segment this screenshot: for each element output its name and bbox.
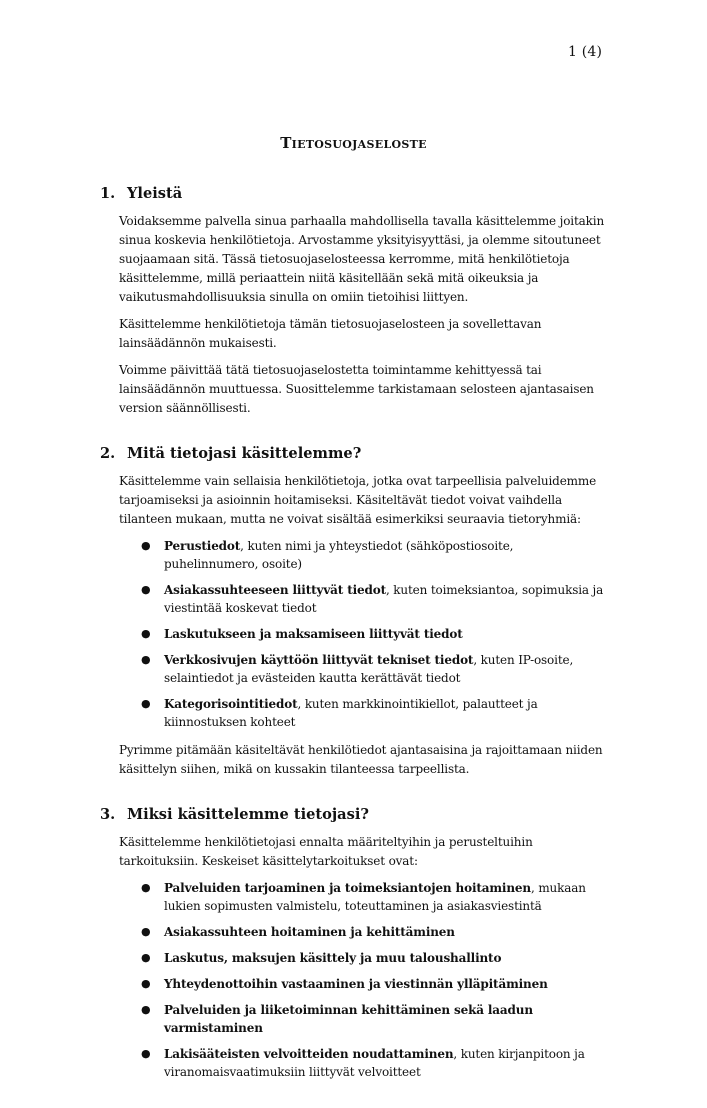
section-general <box>100 185 610 418</box>
document-title: Tietosuojaseloste <box>280 134 427 152</box>
list-item-bold: Verkkosivujen käyttöön liittyvät tekniset tiedot <box>164 653 474 667</box>
bullet-icon: ● <box>141 697 151 710</box>
section-data-processed <box>100 445 610 779</box>
list-item-bold: Asiakassuhteen hoitaminen ja kehittäminen <box>164 925 455 939</box>
section-number: 3. <box>100 806 116 823</box>
section-title: Miksi käsittelemme tietojasi? <box>127 806 369 823</box>
list-item-bold: Yhteydenottoihin vastaaminen ja viestinnän ylläpitäminen <box>164 977 548 991</box>
list-item <box>119 923 610 941</box>
section-heading <box>100 445 610 462</box>
section-heading <box>100 185 610 202</box>
bullet-icon: ● <box>141 539 151 552</box>
list-item-text: , mukaan lukien sopimusten valmistelu, toteuttaminen ja asiakasviestintä <box>164 881 586 913</box>
list-item-text: , kuten IP-osoite, selaintiedot ja evästeiden kautta kerättävät tiedot <box>164 653 574 685</box>
section-heading <box>100 806 610 823</box>
list-item-text: , kuten nimi ja yhteystiedot (sähköpostiosoite, puhelinnumero, osoite) <box>164 539 514 571</box>
paragraph: Voidaksemme palvella sinua parhaalla mahdollisella tavalla käsittelemme joitakin sinua koskevia henkilötietoja. Arvostamme yksityisyyttäsi, ja olemme sitoutuneet suojaamaan sitä. Tässä tietosuojaselosteessa kerromme, mitä henkilötietoja käsittelemme, millä periaattein niitä käsitellään sekä mitä oikeuksia ja vaikutusmahdollisuuksia sinulla on omiin tietoihisi liittyen. <box>119 214 605 304</box>
list-item <box>119 651 610 687</box>
list-item <box>119 879 610 915</box>
paragraph: Käsittelemme vain sellaisia henkilötietoja, jotka ovat tarpeellisia palveluidemme tarjoamiseksi ja asioinnin hoitamiseksi. Käsiteltävät tiedot voivat vaihdella tilanteen mukaan, mutta ne voivat sisältää esimerkiksi seuraavia tietoryhmiä: <box>119 474 597 526</box>
list-item <box>119 949 610 967</box>
list-item <box>119 537 610 573</box>
list-item-text: , kuten toimeksiantoa, sopimuksia ja viestintää koskevat tiedot <box>164 583 604 615</box>
list-item-bold: Asiakassuhteeseen liittyvät tiedot <box>164 583 386 597</box>
paragraph: Käsittelemme henkilötietojasi ennalta määriteltyihin ja perusteltuihin tarkoituksiin. Keskeiset käsittelytarkoitukset ovat: <box>119 835 533 868</box>
paragraph: Voimme päivittää tätä tietosuojaselostetta toimintamme kehittyessä tai lainsäädännön muuttuessa. Suosittelemme tarkistamaan selosteen ajantasaisen version säännöllisesti. <box>119 363 594 415</box>
list-item <box>119 975 610 993</box>
list-item-text: , kuten markkinointikiellot, palautteet ja kiinnostuksen kohteet <box>164 697 538 729</box>
list-item <box>119 1001 610 1037</box>
list-item <box>119 625 610 643</box>
section-number: 1. <box>100 185 116 202</box>
bullet-icon: ● <box>141 653 151 666</box>
list-item-text: , kuten kirjanpitoon ja viranomaisvaatimuksiin liittyvät velvoitteet <box>164 1047 585 1079</box>
list-item <box>119 695 610 731</box>
list-item-bold: Palveluiden ja liiketoiminnan kehittäminen sekä laadun varmistaminen <box>164 1003 533 1035</box>
page-number: 1 (4) <box>568 44 603 60</box>
bullet-icon: ● <box>141 977 151 990</box>
section-purposes <box>100 806 610 1081</box>
list-item-bold: Laskutus, maksujen käsittely ja muu taloushallinto <box>164 951 502 965</box>
section-number: 2. <box>100 445 116 462</box>
paragraph: Pyrimme pitämään käsiteltävät henkilötiedot ajantasaisina ja rajoittamaan niiden käsittelyn siihen, mikä on kussakin tilanteessa tarpeellista. <box>119 743 603 776</box>
bullet-icon: ● <box>141 627 151 640</box>
bullet-list <box>119 537 610 731</box>
list-item <box>119 581 610 617</box>
section-title: Yleistä <box>127 185 183 202</box>
list-item-bold: Palveluiden tarjoaminen ja toimeksiantojen hoitaminen <box>164 881 531 895</box>
bullet-icon: ● <box>141 881 151 894</box>
list-item-bold: Laskutukseen ja maksamiseen liittyvät tiedot <box>164 627 463 641</box>
paragraph: Käsittelemme henkilötietoja tämän tietosuojaselosteen ja sovellettavan lainsäädännön mukaisesti. <box>119 317 542 350</box>
list-item-bold: Lakisääteisten velvoitteiden noudattaminen <box>164 1047 454 1061</box>
bullet-icon: ● <box>141 925 151 938</box>
list-item-bold: Kategorisointitiedot <box>164 697 298 711</box>
list-item <box>119 1045 610 1081</box>
document-body <box>100 185 610 1108</box>
bullet-icon: ● <box>141 1003 151 1016</box>
bullet-list <box>119 879 610 1081</box>
bullet-icon: ● <box>141 951 151 964</box>
bullet-icon: ● <box>141 1047 151 1060</box>
section-title: Mitä tietojasi käsittelemme? <box>127 445 362 462</box>
list-item-bold: Perustiedot <box>164 539 241 553</box>
bullet-icon: ● <box>141 583 151 596</box>
